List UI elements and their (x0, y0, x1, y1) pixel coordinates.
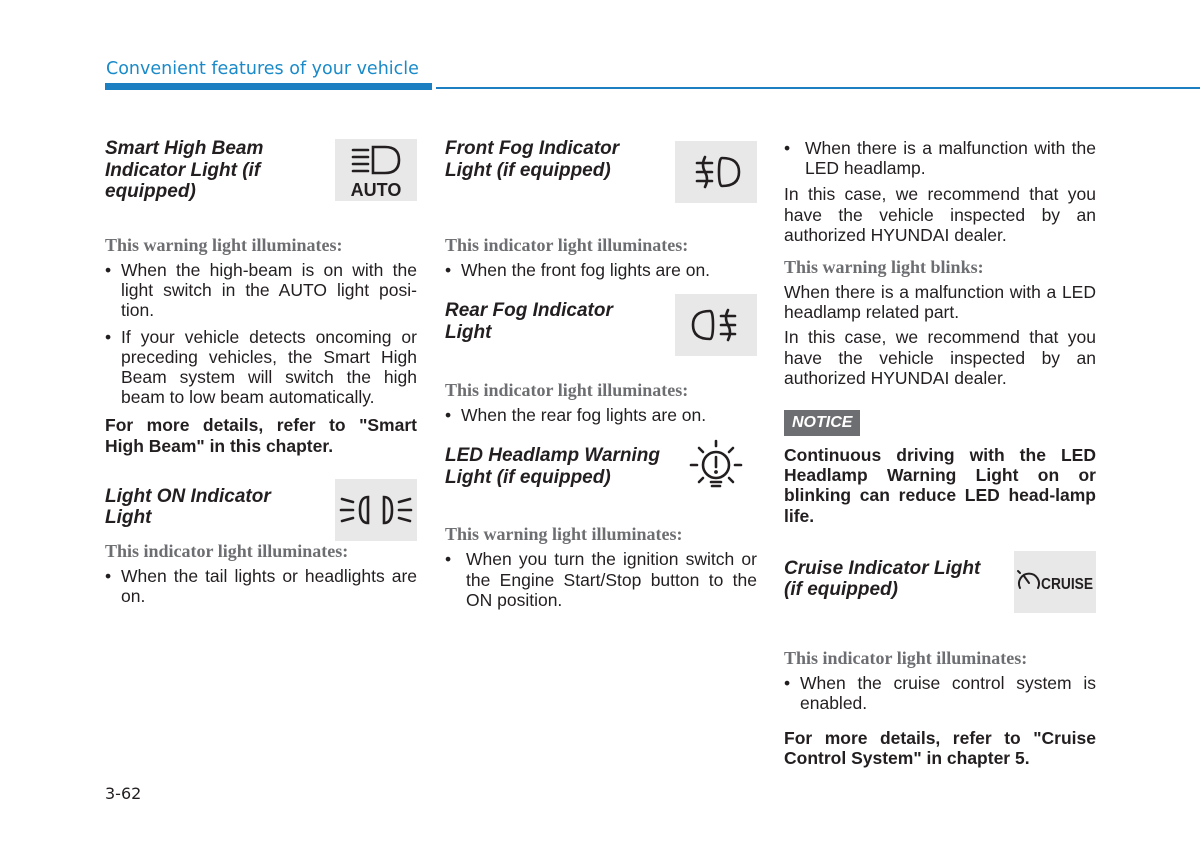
blinks-subhead: This warning light blinks: (784, 257, 984, 278)
cruise-icon-label: CRUISE (1041, 575, 1094, 593)
cruise-section (784, 558, 1096, 650)
list-item: • When you turn the ignition switch or the Engine Start/Stop button to the ON position. (445, 549, 757, 610)
cruise-icon (1014, 551, 1096, 613)
rear-fog-section (445, 300, 757, 392)
smart-high-beam-section (105, 138, 417, 230)
led-warning-heading: LED Headlamp Warning Light (if equipped) (445, 445, 661, 488)
front-fog-heading: Front Fog Indicator Light (if equipped) (445, 138, 620, 181)
led-warning-section (445, 445, 757, 537)
page-number: 3-62 (105, 784, 142, 803)
list-item: • If your vehicle detects oncoming or preceding vehicles, the Smart High Beam system will switch the high beam to low beam automatically. (105, 327, 417, 408)
list-item: • When the high-beam is on with the light switch in the AUTO light posi-tion. (105, 260, 417, 321)
rear-fog-icon (675, 294, 757, 356)
smart-high-beam-heading: Smart High Beam Indicator Light (if equipped) (105, 138, 264, 202)
column-3 (784, 138, 1096, 769)
light-on-subhead: This indicator light illuminates: (105, 540, 349, 561)
light-on-heading: Light ON Indicator Light (105, 485, 271, 529)
front-fog-list (445, 260, 757, 280)
column-1 (105, 138, 417, 606)
auto-icon-label: AUTO (350, 180, 402, 200)
rear-fog-subhead: This indicator light illuminates: (445, 380, 689, 401)
high-beam-auto-icon (335, 139, 417, 201)
front-fog-icon (675, 141, 757, 203)
list-item: • When there is a malfunction with the LED headlamp. (784, 138, 1096, 178)
header-rule-thin (436, 87, 1200, 89)
front-fog-section (445, 138, 757, 230)
led-warning-list (445, 549, 757, 610)
list-item: • When the cruise control system is enabled. (784, 673, 1096, 713)
list-item: • When the front fog lights are on. (445, 260, 757, 280)
malfunction-paragraph: When there is a malfunction with a LED headlamp related part. (784, 282, 1096, 323)
smart-high-beam-note: For more details, refer to "Smart High Beam" in this chapter. (105, 415, 417, 456)
cruise-note: For more details, refer to "Cruise Control System" in chapter 5. (784, 728, 1096, 769)
cruise-subhead: This indicator light illuminates: (784, 647, 1028, 668)
notice-block (784, 410, 1096, 436)
list-item: • When the tail lights or headlights are on. (105, 566, 417, 606)
led-headlamp-warning-icon (675, 436, 757, 498)
column-2 (445, 138, 757, 610)
inspection-paragraph-2: In this case, we recommend that you have the vehicle inspected by an authorized HYUNDAI dealer. (784, 327, 1096, 388)
smart-high-beam-subhead: This warning light illuminates: (105, 235, 343, 255)
list-item: • When the rear fog lights are on. (445, 405, 757, 425)
front-fog-subhead: This indicator light illuminates: (445, 235, 689, 255)
notice-text: Continuous driving with the LED Headlamp Warning Light on or blinking can reduce LED head-lamp life. (784, 445, 1096, 526)
cruise-heading: Cruise Indicator Light (if equipped) (784, 557, 981, 601)
rear-fog-list (445, 405, 757, 425)
inspection-paragraph-1: In this case, we recommend that you have the vehicle inspected by an authorized HYUNDAI dealer. (784, 184, 1096, 245)
cruise-list (784, 673, 1096, 713)
light-on-icon (335, 479, 417, 541)
light-on-section (105, 486, 417, 578)
header-rule-thick (105, 83, 432, 90)
led-warning-subhead: This warning light illuminates: (445, 524, 683, 545)
smart-high-beam-list (105, 260, 417, 407)
section-title: Convenient features of your vehicle (106, 59, 419, 79)
notice-badge: NOTICE (784, 410, 860, 436)
rear-fog-heading: Rear Fog Indicator Light (445, 300, 613, 343)
light-on-list (105, 566, 417, 606)
led-malfunction-list (784, 138, 1096, 178)
